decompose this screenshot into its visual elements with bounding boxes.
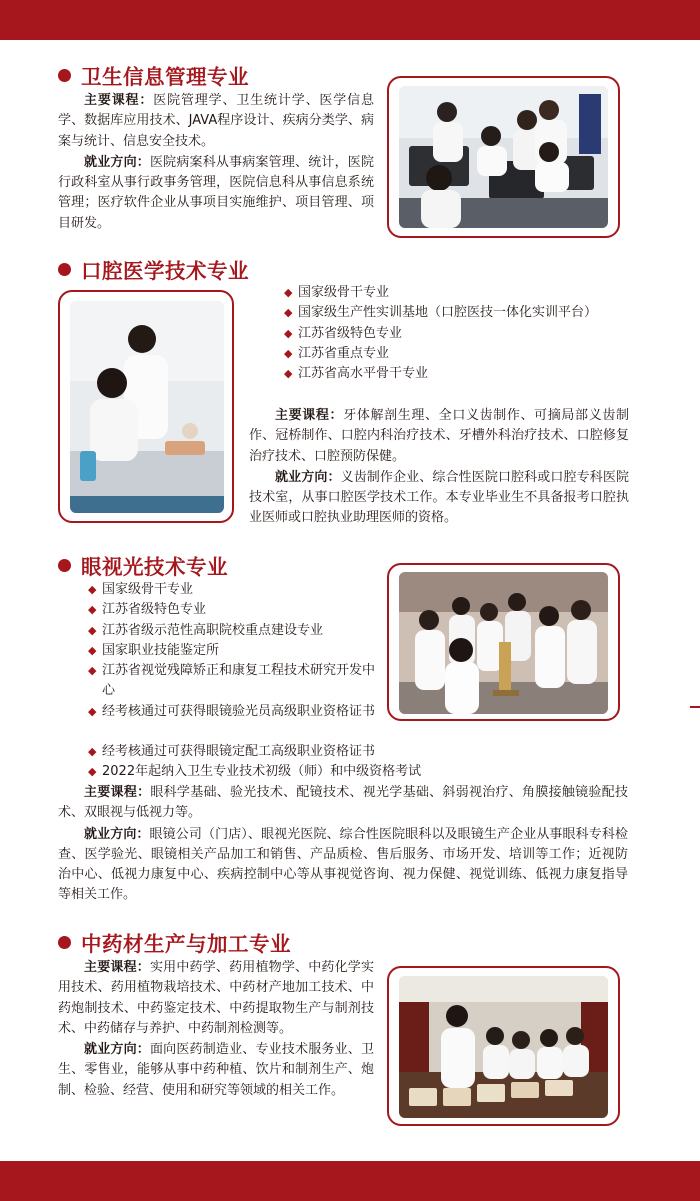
bullet-dot-icon — [58, 559, 71, 572]
section-title-herbal-medicine: 中药材生产与加工专业 — [58, 928, 291, 956]
diamond-bullet-icon: ◆ — [284, 326, 293, 340]
diamond-bullet-icon: ◆ — [284, 286, 293, 299]
diamond-bullet-icon: ◆ — [88, 583, 97, 596]
diamond-bullet-icon: ◆ — [88, 623, 97, 637]
career-paragraph: 就业方向：义齿制作企业、综合性医院口腔科或口腔专科医院技术室，从事口腔医学技术工作。本专业毕业生不具备报考口腔执业医师或口腔执业助理医师的资格。 — [249, 469, 629, 526]
photo-frame — [387, 966, 620, 1126]
section-body-herbal-medicine — [58, 958, 374, 1101]
diamond-bullet-icon: ◆ — [88, 704, 97, 718]
feature-item: ◆ 江苏省重点专业 — [276, 344, 628, 364]
section-title-dental-tech: 口腔医学技术专业 — [58, 255, 249, 283]
bottom-banner — [0, 1161, 700, 1201]
feature-item: ◆ 江苏省级特色专业 — [276, 324, 628, 344]
courses-paragraph: 主要课程：医院管理学、卫生统计学、医学信息学、数据库应用技术、JAVA程序设计、疾病分类学、病案与统计、信息安全技术。 — [58, 93, 374, 149]
section-title-optometry: 眼视光技术专业 — [58, 551, 228, 579]
diamond-bullet-icon: ◆ — [284, 346, 293, 360]
feature-item: ◆ 江苏省级特色专业 — [80, 600, 380, 620]
diamond-bullet-icon: ◆ — [88, 664, 97, 678]
section-body-health-info — [58, 91, 374, 234]
computer-lab-photo — [399, 86, 608, 228]
bullet-dot-icon — [58, 936, 71, 949]
section-body-optometry — [58, 783, 628, 906]
feature-item: ◆ 国家职业技能鉴定所 — [80, 641, 380, 661]
feature-item: ◆ 江苏省视觉残障矫正和康复工程技术研究开发中心 — [80, 661, 380, 702]
herbal-lab-photo — [399, 976, 608, 1118]
feature-item: ◆ 江苏省高水平骨干专业 — [276, 364, 628, 384]
feature-item: ◆ 国家级生产性实训基地（口腔医技一体化实训平台） — [276, 303, 628, 323]
top-banner — [0, 0, 700, 40]
courses-paragraph: 主要课程：眼科学基础、验光技术、配镜技术、视光学基础、斜弱视治疗、角膜接触镜验配技术、双眼视与低视力等。 — [58, 785, 628, 821]
dental-lab-photo — [70, 301, 224, 513]
feature-item: ◆ 国家级骨干专业 — [80, 580, 380, 600]
bullet-dot-icon — [58, 263, 71, 276]
feature-item: ◆ 2022年起纳入卫生专业技术初级（师）和中级资格考试 — [80, 762, 640, 782]
photo-frame — [58, 290, 234, 523]
courses-paragraph: 主要课程：牙体解剖生理、全口义齿制作、可摘局部义齿制作、冠桥制作、口腔内科治疗技术、牙槽外科治疗技术、口腔修复治疗技术、口腔预防保健。 — [249, 408, 629, 464]
feature-item: ◆ 经考核通过可获得眼镜定配工高级职业资格证书 — [80, 742, 640, 762]
diamond-bullet-icon: ◆ — [88, 765, 97, 779]
photo-frame — [387, 563, 620, 721]
photo-frame — [387, 76, 620, 238]
section-title-health-info: 卫生信息管理专业 — [58, 61, 249, 89]
career-paragraph: 就业方向：眼镜公司（门店）、眼视光医院、综合性医院眼科以及眼镜生产企业从事眼科专科检查、医学验光、眼镜相关产品加工和销售、产品质检、售后服务、市场开发、培训等工作；近视防治中心、低视力康复中心、疾病控制中心等从事视觉咨询、视力保健、视觉训练、低视力康复指导等相关工作。 — [58, 826, 628, 903]
feature-list-optometry-a — [80, 580, 380, 722]
diamond-bullet-icon: ◆ — [88, 643, 97, 657]
diamond-bullet-icon: ◆ — [284, 367, 293, 381]
diamond-bullet-icon: ◆ — [88, 745, 97, 758]
feature-item: ◆ 江苏省级示范性高职院校重点建设专业 — [80, 621, 380, 641]
edge-marker — [690, 706, 700, 708]
feature-item: ◆ 经考核通过可获得眼镜验光员高级职业资格证书 — [80, 702, 380, 722]
bullet-dot-icon — [58, 69, 71, 82]
optometry-lab-photo — [399, 572, 608, 714]
diamond-bullet-icon: ◆ — [284, 306, 293, 320]
courses-paragraph: 主要课程：实用中药学、药用植物学、中药化学实用技术、药用植物栽培技术、中药材产地加工技术、中药炮制技术、中药鉴定技术、中药提取物生产与制剂技术、中药储存与养护、中药制剂检测等。 — [58, 960, 374, 1036]
diamond-bullet-icon: ◆ — [88, 603, 97, 617]
career-paragraph: 就业方向：面向医药制造业、专业技术服务业、卫生、零售业，能够从事中药种植、饮片和制剂生产、炮制、检验、经营、使用和研究等领域的相关工作。 — [58, 1042, 374, 1098]
career-paragraph: 就业方向：医院病案科从事病案管理、统计，医院行政科室从事行政事务管理，医院信息科从事信息系统管理；医疗软件企业从事项目实施维护、项目管理、项目研发。 — [58, 154, 374, 231]
feature-item: ◆ 国家级骨干专业 — [276, 283, 628, 303]
feature-list-optometry-c — [80, 742, 640, 783]
feature-list-dental-tech — [276, 283, 628, 384]
section-body-dental-tech — [249, 406, 629, 529]
